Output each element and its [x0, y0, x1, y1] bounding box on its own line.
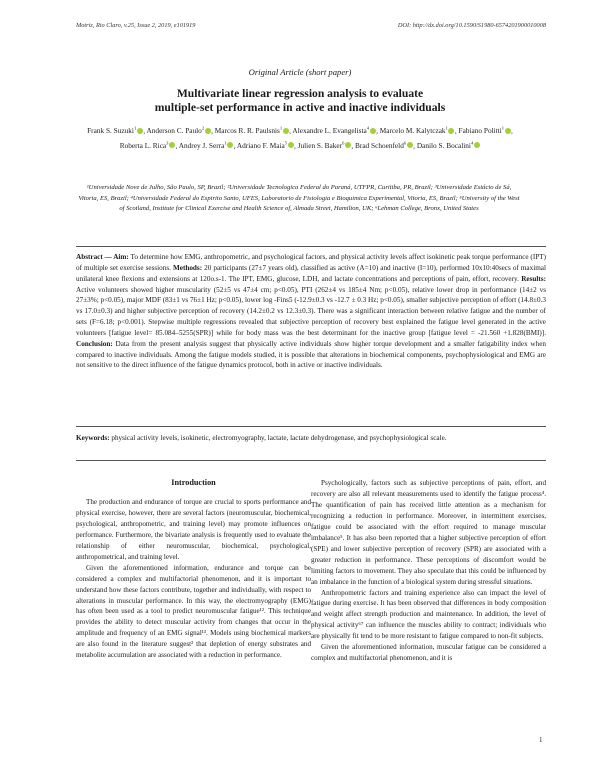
keywords: [76, 433, 546, 444]
author-name: Brad Schoenfeld: [355, 140, 404, 150]
intro-paragraph: Anthropometric factors and training experience also can impact the level of fatigue during exercise. It has been observed that differences in body composition and weight affect strength production and maintenance. In addition, the level of physical activity⁶⁷ can influence the muscles ability to contract; individuals who are physically fit tend to be more resistant to fatigue compared to non-fit subjects.: [311, 588, 546, 641]
author-name: Marcelo M. Kalytczak: [379, 126, 446, 136]
author: [292, 126, 376, 135]
author: [87, 126, 143, 135]
author: [380, 126, 455, 135]
author-name: Andrey J. Serra: [178, 140, 225, 150]
author-name: Danilo S. Bocalini: [416, 140, 471, 150]
title-line-1: Multivariate linear regression analysis to evaluate: [176, 87, 424, 100]
abstract-results-label: Results:: [521, 274, 546, 283]
orcid-icon[interactable]: [169, 142, 175, 148]
author: [298, 141, 352, 150]
author: [237, 141, 294, 150]
author-affiliation-mark: 1: [224, 140, 227, 146]
title-line-2: multiple-set performance in active and inactive individuals: [154, 101, 446, 114]
author-affiliation-mark: 4: [366, 126, 370, 131]
journal-citation: Motriz, Rio Claro, v.25, Issue 2, 2019, e101919: [76, 22, 196, 29]
author-name: Roberta L. Rica: [119, 140, 167, 150]
author-affiliation-mark: 1: [501, 126, 505, 131]
intro-paragraph: Psychologically, factors such as subjective perceptions of pain, effort, and recovery are also all relevant measurements used to identify the fatigue process⁴. The quantification of pain has received little attention as a mechanism for recognizing a reduction in performance. Moreover, in intermittent exercises, fatigue could be associated with the effort required to manage muscular imbalance⁵. It has also been reported that a higher subjective perception of effort (SPE) and lower subjective perception of recovery (SPR) are associated with a greater reduction in performance. These perceptions of discomfort would be limiting factors to movement. They also speculate that this could be influenced by an imbalance in the function of a biological system during stressful situations.: [311, 479, 546, 586]
author-affiliation-mark: 6: [342, 140, 345, 146]
keywords-bottom-rule: [76, 460, 546, 461]
author-affiliation-mark: 3: [166, 140, 169, 146]
author-name: Fabiano Politti: [458, 126, 502, 136]
abstract-conclusion-label: Conclusion:: [76, 339, 113, 348]
orcid-icon[interactable]: [474, 142, 480, 148]
abstract-methods-label: Methods:: [172, 263, 203, 272]
left-column: [76, 478, 311, 661]
keywords-text: physical activity levels, isokinetic, electromyography, lactate, lactate dehydrogenase, and psychophysiological scale.: [109, 434, 447, 442]
author-name: Alexandre L. Evangelista: [292, 126, 367, 136]
orcid-icon[interactable]: [370, 128, 376, 134]
orcid-icon[interactable]: [205, 128, 211, 134]
orcid-icon[interactable]: [407, 142, 413, 148]
orcid-icon[interactable]: [505, 128, 511, 134]
author: [215, 126, 289, 135]
running-header: [76, 22, 546, 29]
affiliations: ¹Universidade Nove de Julho, São Paulo, SP, Brazil; ²Universidade Tecnologica Federal do Paraná, UTFPR, Curitiba, PR, Brazil; ³Universidade Estácio de Sá, Vitoria, ES, Brazil; ⁴Universidade Federal do Espirito Santo, UFES, Laboratorio de Fisiologia e Bioquimica Experimental, Vitoria, ES, Brazil; ⁵University of the West of Scotland, Institute for Clinical Exercise and Health Science of, Almada Street, Hamilton, UK; ⁶Lehman College, Bronx, United States: [78, 184, 520, 212]
intro-paragraph: Given the aforementioned information, muscular fatigue can be considered a complex and multifactorial phenomenon, and it is: [311, 643, 546, 663]
abstract-methods: 20 participants (27±7 years old), classified as active (A=10) and inactive (I=10), performed 10x10:40secs of maximal unilateral knee flexions and extensions at 120o.s-1. The IPT, EMG, glucose, LDH, and lactate concentrations and perceptions of pain, effort, recovery.: [76, 263, 546, 283]
orcid-icon[interactable]: [345, 142, 351, 148]
author-list: Frank S. Suzuki$^1$ , Anderson C. Paulo$^2$ , Marcos R. R. Paulsnis$^1$ , Alexandre L. Evangelista$^4$ , Marcelo M. Kalytczak$^1$ , Fabiano Politti$^1$ , Roberta L. Rica$^3$ , Andrey J. Serra$^1$ , Adriano F. Maia$^5$ , Julien S. Baker$^6$ , Brad Schoenfeld$^6$ , Danilo S. Bocalini$^4$: [87, 126, 513, 150]
orcid-icon[interactable]: [288, 142, 294, 148]
author: [459, 126, 511, 135]
author: [355, 141, 413, 150]
author: [417, 141, 480, 150]
author: [147, 126, 212, 135]
orcid-icon[interactable]: [445, 126, 454, 134]
author-name: Adriano F. Maia: [236, 140, 285, 150]
article-type: Original Article (short paper): [248, 67, 352, 77]
author-affiliation-mark: 4: [470, 140, 474, 146]
orcid-icon[interactable]: [137, 128, 143, 134]
abstract-aim: To determine how EMG, anthropometric, and psychological factors, and physical activity levels affect isokinetic peak torque performance (IPT) of multiple set exercise sessions.: [76, 253, 546, 272]
orcid-icon[interactable]: [227, 142, 233, 148]
intro-paragraph: The production and endurance of torque are crucial to sports performance and physical exercise, however, there are several factors (neuromuscular, biochemical, psychological, anthropometric, and training level) may promote influences on performance. Furthermore, the bivariate analysis is frequently used to evaluate the relationship of either neuromuscular, biochemical, psychological, anthropometrical, and training level.: [76, 497, 311, 561]
author-affiliation-mark: 1: [133, 126, 137, 131]
abstract-bottom-rule: [76, 426, 546, 427]
author-affiliation-mark: 1: [445, 126, 448, 131]
author-affiliation-mark: 6: [403, 140, 407, 146]
intro-paragraph: Given the aforementioned information, endurance and torque can be considered a complex and multifactorial phenomenon, and it is important to understand how these factors contribute, together and individually, with respect to alterations in muscular performance. In this way, the electromyography (EMG) has often been used as a tool to predict neuromuscular fatigue¹². This technique provides the ability to detect muscular activity from changes that occur in the amplitude and frequency of an EMG signal¹³. Models using biochemical markers are also found in the literature suggest² that depletion of energy substrates and metabolite accumulation are associated with a reduction in performance.: [76, 563, 311, 660]
author-affiliation-mark: 1: [279, 126, 283, 131]
page-number: 1: [539, 736, 543, 744]
section-heading-introduction: Introduction: [171, 478, 216, 487]
abstract-aim-label: Abstract — Aim:: [76, 253, 129, 261]
author-name: Marcos R. R. Paulsnis: [214, 126, 280, 136]
keywords-label: Keywords:: [76, 434, 110, 442]
author: [179, 141, 234, 150]
orcid-icon[interactable]: [283, 128, 289, 134]
author: [120, 141, 176, 150]
abstract-top-rule: [76, 246, 546, 247]
abstract: [76, 252, 546, 371]
right-column: [311, 478, 546, 664]
abstract-results: Active volunteers showed higher muscularity (52±5 vs 47±4 cm; p<0.05), PTI (262±4 vs 185±4 Nm; p<0.05), relative lower drop in performance (14±2 vs 27±3%; p<0.05), major MDF (83±1 vs 76±1 Hz; p<0.05), lower log -Fins5 (-12.9±0.3 vs -12.7 ± 0.3 Hz; p<0.05), smaller subjective perception of effort (14.8±0.3 vs 17.0±0.3) and higher subjective perception of recovery (14.2±0.2 vs 12.3±0.3). There was a significant interaction between relative fatigue and the number of sets (F=6.18; p<0.001). Stepwise multiple regressions revealed that subjective perception of recovery best explained the fatigue level generated in the active volunteers [fatigue level= 85.084–5255(SPR)] while for body mass was the best determinant for the inactive group [fatigue level = -21.560 +1.828(BMI)].: [76, 285, 546, 337]
doi-link[interactable]: DOI: http://dx.doi.org/10.1590/S1980-6574201900010008: [397, 22, 546, 29]
author-name: Anderson C. Paulo: [146, 126, 202, 136]
author-affiliation-mark: 2: [201, 126, 205, 131]
article-title: [90, 87, 510, 115]
author-name: Julien S. Baker: [297, 140, 343, 150]
abstract-conclusion: Data from the present analysis suggest that physically active individuals show higher torque development and a smaller fatigability index when compared to inactive individuals. Among the fatigue models studied, it is possible that alterations in biochemical components, psychophysiological and EMG are not sensitive to the direct influence of the fatigue dynamics protocol, both in active or inactive individuals.: [76, 339, 546, 370]
author-affiliation-mark: 5: [284, 140, 288, 146]
author-name: Frank S. Suzuki: [87, 126, 134, 136]
